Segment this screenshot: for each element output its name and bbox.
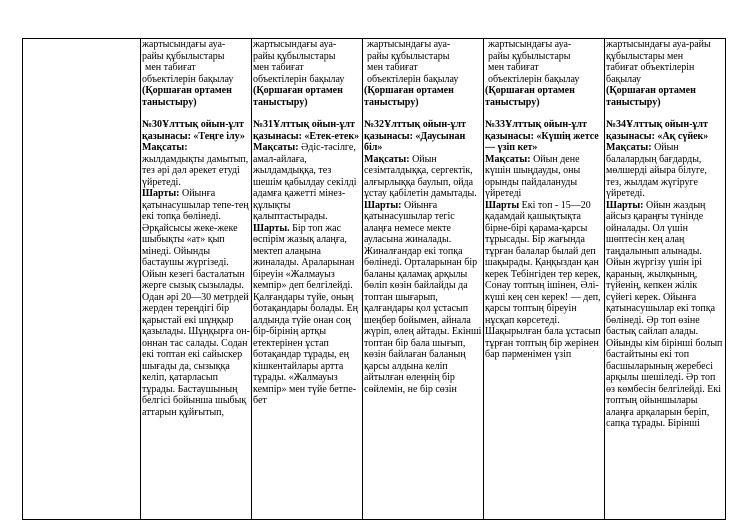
day-cell-3 — [363, 39, 484, 520]
rules-text: Бір топ жас өспірім жазық алаңға, мектеп алаңына жиналады. Араларынан біреуін «Жалмауыз кемпір» деп белгілейді. Қалғандары түйе, оның ботақандары болады. Ең алдында түйе онан соң бір-бірінің артқы етектерінен ұстап ботақандар тұрады, ең кішкентайлары артта тұрады. «Жалмауыз кемпір» мен түйе бетпе-бет — [253, 222, 358, 406]
header-line: объектілерін бақылау — [142, 73, 234, 85]
subject-label: (Қоршаған ортамен таныстыру) — [485, 85, 575, 108]
purpose-text: Әдіс-тәсілге, амал-айлаға, жылдамдыққа, тез шешім қабылдау секілді адамға қажетті мінез-құлықты қалыптастырады. — [253, 142, 357, 222]
header-line: мен табиғат — [367, 62, 418, 73]
subject-label: (Қоршаған ортамен таныстыру) — [253, 85, 343, 108]
game-title: №31Ұлттық ойын-ұлт қазынасы: «Етек-етек» — [253, 119, 360, 142]
header-line: мен табиғат — [488, 62, 539, 73]
header-line: құбылыстары мен — [606, 50, 684, 62]
rules-text: Ойынға қатынасушылар тепе-тең екі топқа бөлінеді. Әрқайсысы жеке-жеке шыбықты «ат» қып мінеді. Ойынды бастаушы жүргізеді. Ойын кезегі басталатын жерге сызық сызылады. Одан әрі 20—30 метрдей жерден тереңдігі бір қарыстай екі шұңқыр қазылады. Шұңқырға он-оннан тас салады. Содан екі топтан екі сайыскер шығады да, сызыққа келіп, қатарласып тұрады. Бастаушының белгісі бойынша шыбық аттарын құйғытып, — [142, 188, 250, 418]
header-line: бақылау — [606, 73, 642, 85]
rules-text: Ойын жаздың айсыз қараңғы түнінде ойналады. Ол үшін шөптесін кең алаң таңдалынып алынады. Ойын жүргізу үшін ірі қараның, жылқының, түйенің, кепкен жілік сүйегі керек. Ойынға қатынасушылар екі топқа бөлінеді. Әр топ өзіне бастық сайлап алады. Ойынды кім бірінші болып бастайтыны екі топ басшыларының жеребесі арқылы шешіледі. Әр топ өз көмбесін белгілейді. Екі топтың ойыншылары алаңға арқаларын беріп, сапқа тұрады. Біріншi — [606, 199, 723, 429]
header-line: объектілерін бақылау — [253, 73, 345, 85]
rules-label: Шарты: — [606, 199, 644, 211]
header-line: табиғат объектілерін — [606, 62, 695, 73]
purpose-label: Мақсаты: — [142, 142, 188, 153]
header-line: объектілерін бақылау — [488, 73, 580, 85]
purpose-text: Ойын балалардың бағдарды, мөлшерді айыра білуге, тез, жылдам жүгіруге үйретеді. — [606, 142, 707, 199]
header-line: мен табиғат — [253, 62, 304, 73]
rules-label: Шарты. — [253, 222, 290, 234]
purpose-text: Ойын сезімталдыққа, сергектік, алғырлыққа баулып, ойда ұстау қабілетін дамытады. — [364, 153, 477, 199]
header-line: жартысындағы ауа- — [142, 39, 226, 50]
rules-label: Шарты: — [364, 199, 402, 211]
day-cell-5 — [605, 39, 726, 520]
empty-label-cell — [23, 39, 141, 520]
header-line: райы құбылыстары — [253, 50, 336, 62]
header-line: жартысындағы ауа- — [367, 39, 451, 50]
header-line: мен табиғат — [145, 62, 196, 73]
rules-label: Шарты — [485, 199, 520, 211]
game-title: №32Ұлттық ойын-ұлт қазынасы: «Даусынан біл» — [364, 119, 466, 153]
rules-text: Ойынға қатынасушылар тегіс алаңға немесе мекте ауласына жиналады. Жиналғандар екі топқа бөлінеді. Орталарынан бір баланы қаламақ арқылы бөліп көзін байлайды да топтан шығарып, қалғандары қол ұстасып шеңбер бойымен, айнала жүріп, өлең айтады. Екінші топтан бір бала шығып, көзін байлаған баланың қарсы алдына келіп айтылған өлеңнің бір сөйлемін, не бір сөзін — [364, 199, 482, 395]
header-line: объектілерін бақылау — [367, 73, 459, 85]
game-title: №33Ұлттық ойын-ұлт қазынасы: «Күшің жетсе — үзіп кет» — [485, 119, 599, 153]
rules-label: Шарты: — [142, 188, 180, 199]
purpose-label: Мақсаты: — [485, 153, 531, 165]
rules-text: Екі топ - 15—20 қадамдай қашықтықта бірне-бірі қарама-қарсы тұрысады. Бір жағында тұрған балалар былай деп шақырады. Қаңқыздан қан керек Тебінгіден тер керек, Сонау топтың ішінен, Әлі-күші кең сен керек! — деп, қарсы топтың біреуін нұсқап көрсетеді. Шақырылған бала ұстасып тұрған топтың бір жерінен бар пәрменімен үзіп — [485, 199, 601, 360]
header-line: жартысындағы ауа- — [253, 39, 337, 50]
subject-label: (Қоршаған ортамен таныстыру) — [606, 85, 696, 108]
table-row — [23, 39, 726, 520]
day-cell-4 — [484, 39, 605, 520]
game-title: №34Ұлттық ойын-ұлт қазынасы: «Ақ сүйек» — [606, 119, 709, 142]
day-cell-1 — [141, 39, 252, 520]
purpose-text: жылдамдықты дамытып, тез әрі дәл әрекет етуді үйретеді. — [142, 153, 249, 188]
header-line: райы құбылыстары — [142, 50, 225, 62]
day-cell-2 — [252, 39, 363, 520]
subject-label: (Қоршаған ортамен таныстыру) — [142, 85, 232, 108]
schedule-table — [22, 38, 726, 520]
header-line: райы құбылыстары — [367, 50, 450, 62]
purpose-label: Мақсаты: — [364, 153, 410, 165]
subject-label: (Қоршаған ортамен таныстыру) — [364, 85, 454, 108]
header-line: жартысындағы ауа- — [488, 39, 572, 50]
header-line: райы құбылыстары — [488, 50, 571, 62]
purpose-label: Мақсаты: — [606, 142, 652, 153]
purpose-label: Мақсаты: — [253, 142, 299, 153]
game-title: №30Ұлттық ойын-ұлт қазынасы: «Теңге ілу» — [142, 119, 245, 142]
purpose-text: Ойын дене күшін шыңдауды, оны орынды пайдалануды үйретеді — [485, 153, 581, 199]
header-line: жартысындағы ауа-райы — [606, 39, 711, 50]
